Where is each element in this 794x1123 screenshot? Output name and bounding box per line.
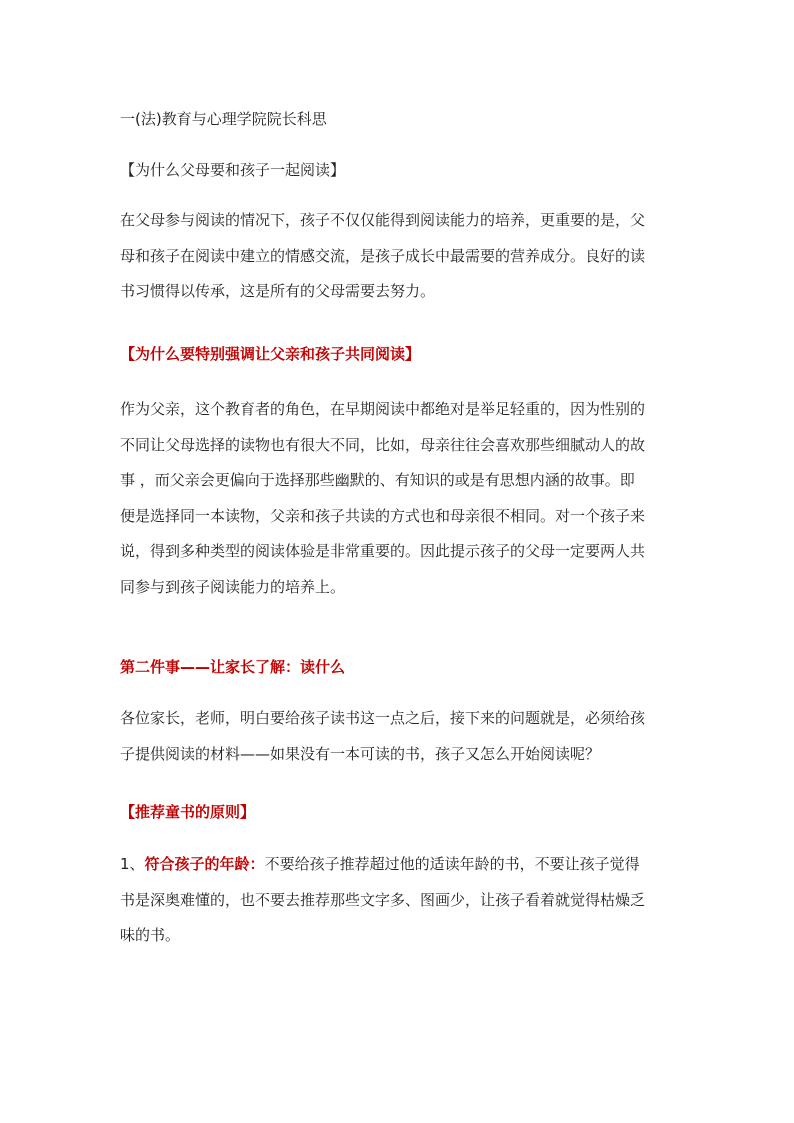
paragraph-line: 事 ，而父亲会更偏向于选择那些幽默的、有知识的或是有思想内涵的故事。即 xyxy=(120,471,635,489)
paragraph-line: 在父母参与阅读的情况下，孩子不仅仅能得到阅读能力的培养，更重要的是，父 xyxy=(120,211,646,229)
list-item-age-appropriate xyxy=(120,847,680,954)
paragraph-line: 书习惯得以传承，这是所有的父母需要去努力。 xyxy=(120,282,436,300)
list-item-label: 符合孩子的年龄： xyxy=(144,855,265,873)
heading-what-to-read: 第二件事——让家长了解：读什么 xyxy=(120,658,346,676)
paragraph-line: 便是选择同一本读物，父亲和孩子共读的方式也和母亲很不相同。对一个孩子来 xyxy=(120,506,646,525)
paragraph-line: 作为父亲，这个教育者的角色，在早期阅读中都绝对是举足轻重的，因为性别的 xyxy=(120,400,646,418)
paragraph-line: 不同让父母选择的读物也有很大不同，比如，母亲往往会喜欢那些细腻动人的故 xyxy=(120,435,646,454)
paragraph-parents-reading xyxy=(120,203,680,310)
paragraph-line: 各位家长，老师，明白要给孩子读书这一点之后，接下来的问题就是，必须给孩 xyxy=(120,709,646,727)
heading-book-principles: 【推荐童书的原则】 xyxy=(120,803,256,821)
paragraph-line: 同参与到孩子阅读能力的培养上。 xyxy=(120,577,346,596)
list-item-text: 不要给孩子推荐超过他的适读年龄的书，不要让孩子觉得 xyxy=(264,855,640,873)
heading-why-read-together: 【为什么父母要和孩子一起阅读】 xyxy=(120,161,346,179)
paragraph-line: 书是深奥难懂的，也不要去推荐那些文字多、图画少，让孩子看着就觉得枯燥乏 xyxy=(120,890,646,909)
paragraph-line: 子提供阅读的材料——如果没有一本可读的书，孩子又怎么开始阅读呢？ xyxy=(120,744,601,763)
paragraph-reading-material xyxy=(120,701,680,772)
paragraph-line: 说，得到多种类型的阅读体验是非常重要的。因此提示孩子的父母一定要两人共 xyxy=(120,542,646,560)
paragraph-line: 母和孩子在阅读中建立的情感交流，是孩子成长中最需要的营养成分。良好的读 xyxy=(120,246,646,265)
list-item-first-line xyxy=(120,847,680,883)
author-line: 一(法)教育与心理学院院长科思 xyxy=(120,110,327,128)
paragraph-father-role xyxy=(120,392,680,605)
list-number: 1、 xyxy=(120,855,145,873)
heading-fathers-reading: 【为什么要特别强调让父亲和孩子共同阅读】 xyxy=(120,345,421,363)
paragraph-line: 味的书。 xyxy=(120,926,181,944)
